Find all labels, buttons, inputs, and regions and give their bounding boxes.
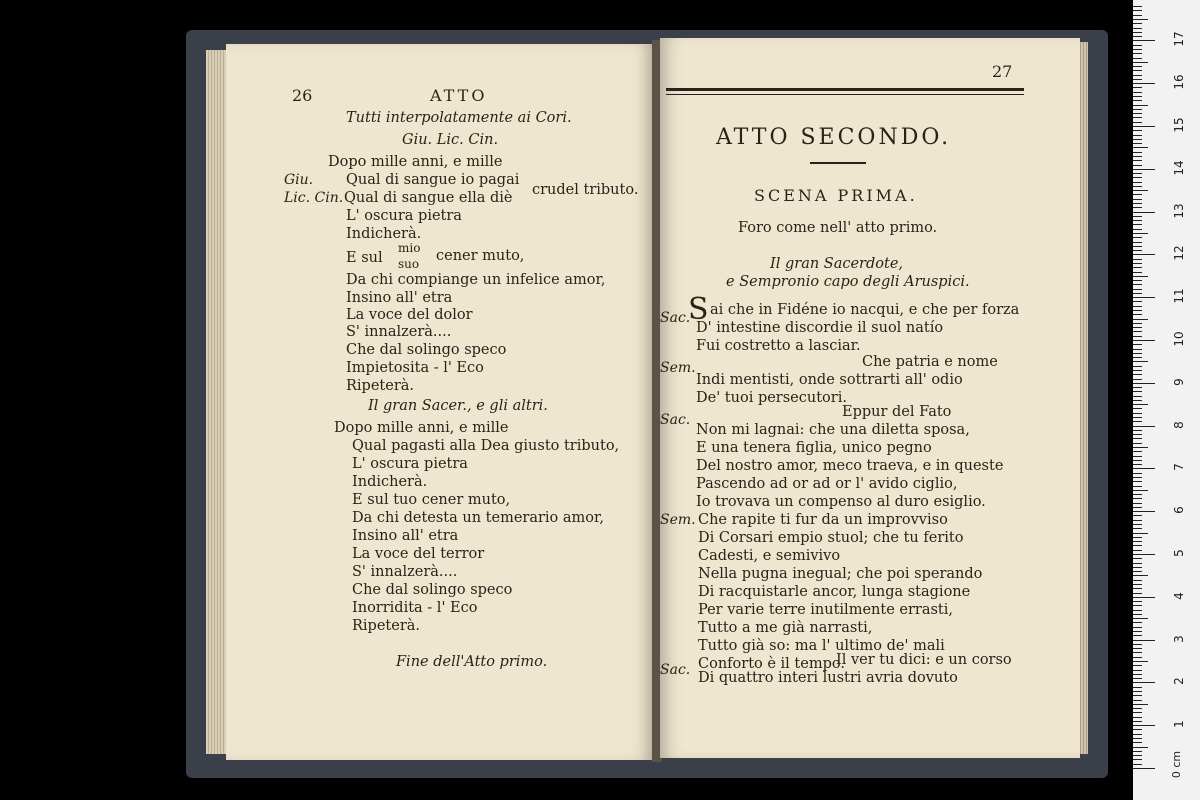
ruler-tick	[1133, 314, 1142, 315]
ruler-tick	[1133, 768, 1155, 769]
rule-thick	[666, 88, 1024, 91]
ruler-tick	[1133, 417, 1142, 418]
verse-line: Ripeterà.	[346, 378, 415, 394]
verse-line: Il ver tu dici: e un corso	[836, 652, 1012, 668]
ruler-tick	[1133, 524, 1142, 525]
ruler-tick	[1133, 113, 1142, 114]
ruler-tick	[1133, 45, 1142, 46]
verse-variant: mio	[398, 241, 421, 255]
ruler-tick	[1133, 738, 1142, 739]
ruler-tick	[1133, 160, 1142, 161]
verse-line: Ripeterà.	[352, 618, 421, 634]
ruler-number: 12	[1172, 245, 1186, 262]
ruler-tick	[1133, 404, 1148, 405]
ruler-tick	[1133, 237, 1142, 238]
verse-line: De' tuoi persecutori.	[696, 390, 847, 406]
ruler-tick	[1133, 126, 1155, 127]
ruler-tick	[1133, 374, 1142, 375]
ruler-tick	[1133, 344, 1142, 345]
verse-line: Fui costretto a lasciar.	[696, 338, 861, 354]
ruler-tick	[1133, 306, 1142, 307]
setting: Foro come nell' atto primo.	[738, 220, 938, 236]
ruler-tick	[1133, 528, 1142, 529]
ruler-tick	[1133, 280, 1142, 281]
verse-line: Di Corsari empio stuol; che tu ferito	[698, 530, 964, 546]
ruler-number: 7	[1172, 463, 1186, 472]
ruler-tick	[1133, 66, 1142, 67]
speaker-label: Sem.	[660, 512, 696, 528]
ruler-tick	[1133, 242, 1142, 243]
ruler-tick	[1133, 734, 1142, 735]
ruler-tick	[1133, 276, 1148, 277]
ruler-tick	[1133, 32, 1142, 33]
verse-line: Io trovava un compenso al duro esiglio.	[696, 494, 986, 510]
ruler-tick	[1133, 486, 1142, 487]
verse-line: Inorridita - l' Eco	[352, 600, 478, 616]
ruler-tick	[1133, 708, 1142, 709]
ruler-tick	[1133, 477, 1142, 478]
ruler-tick	[1133, 640, 1155, 641]
ruler-tick	[1133, 695, 1142, 696]
ruler-tick	[1133, 387, 1142, 388]
ruler-tick	[1133, 182, 1142, 183]
ruler-tick	[1133, 605, 1142, 606]
verse-line: Di quattro interi lustri avria dovuto	[698, 670, 958, 686]
scene-title: SCENA PRIMA.	[754, 186, 918, 205]
drop-cap: S	[688, 292, 709, 327]
ruler-tick	[1133, 135, 1142, 136]
page-number: 26	[292, 86, 313, 105]
ruler-tick	[1133, 610, 1142, 611]
ruler-tick	[1133, 267, 1142, 268]
ruler-tick	[1133, 670, 1142, 671]
ruler-tick	[1133, 190, 1148, 191]
title-divider	[810, 162, 866, 164]
ruler-tick	[1133, 177, 1142, 178]
act-title: ATTO SECONDO.	[716, 125, 952, 150]
ruler-tick	[1133, 618, 1148, 619]
ruler-tick	[1133, 220, 1142, 221]
verse-line: La voce del terror	[352, 546, 485, 562]
ruler-tick	[1133, 28, 1142, 29]
ruler-tick	[1133, 23, 1142, 24]
ruler-tick	[1133, 541, 1142, 542]
ruler-tick	[1133, 575, 1148, 576]
verse-line: Indicherà.	[346, 226, 422, 242]
ruler-tick	[1133, 571, 1142, 572]
speaker-label: Sem.	[660, 360, 696, 376]
ruler-tick	[1133, 327, 1142, 328]
ruler-tick	[1133, 622, 1142, 623]
verse-line: Insino all' etra	[346, 290, 453, 306]
ruler-tick	[1133, 366, 1142, 367]
ruler-tick	[1133, 468, 1155, 469]
ruler-tick	[1133, 498, 1142, 499]
ruler-tick	[1133, 70, 1142, 71]
ruler-tick	[1133, 631, 1142, 632]
verse-line: Indicherà.	[352, 474, 428, 490]
ruler-tick	[1133, 421, 1142, 422]
ruler-tick	[1133, 169, 1155, 170]
ruler-tick	[1133, 83, 1155, 84]
verse-line: L' oscura pietra	[352, 456, 468, 472]
verse-line: E sul tuo cener muto,	[352, 492, 511, 508]
ruler-tick	[1133, 194, 1142, 195]
verse-line: Qual di sangue io pagai	[346, 172, 520, 188]
ruler-number: 11	[1172, 288, 1186, 304]
ruler-tick	[1133, 563, 1142, 564]
verse-line: Qual di sangue ella diè	[344, 190, 513, 206]
verse-line: L' oscura pietra	[346, 208, 462, 224]
ruler-tick	[1133, 53, 1142, 54]
verse-line: E sul	[346, 250, 383, 266]
ruler-tick	[1133, 751, 1142, 752]
ruler-number: 8	[1172, 420, 1186, 429]
ruler-tick	[1133, 464, 1142, 465]
ruler-tick	[1133, 229, 1142, 230]
ruler-tick	[1133, 687, 1142, 688]
verse-line: Per varie terre inutilmente errasti,	[698, 602, 953, 618]
ruler-tick	[1133, 657, 1142, 658]
ruler-tick	[1133, 434, 1142, 435]
ruler-number: 15	[1172, 117, 1186, 133]
ruler-tick	[1133, 503, 1142, 504]
ruler-tick	[1133, 263, 1142, 264]
ruler-tick	[1133, 310, 1142, 311]
characters: e Sempronio capo degli Aruspici.	[726, 274, 970, 290]
ruler-tick	[1133, 224, 1142, 225]
ruler-number: 2	[1172, 677, 1186, 686]
ruler-tick	[1133, 62, 1148, 63]
ruler-tick	[1133, 729, 1142, 730]
verse-line: Tutto a me già narrasti,	[698, 620, 873, 636]
verse-line: S' innalzerà....	[346, 324, 452, 340]
ruler-tick	[1133, 597, 1155, 598]
ruler-tick	[1133, 109, 1142, 110]
ruler-tick	[1133, 207, 1142, 208]
ruler-tick	[1133, 396, 1142, 397]
page-number: 27	[992, 62, 1013, 81]
ruler-tick	[1133, 511, 1155, 512]
ruler-tick	[1133, 438, 1142, 439]
verse-line: Che dal solingo speco	[346, 342, 507, 358]
page-header: ATTO	[430, 86, 488, 105]
verse-line: ai che in Fidéne io nacqui, e che per forza	[710, 302, 1020, 318]
ruler-tick	[1133, 6, 1142, 7]
ruler-tick	[1133, 96, 1142, 97]
ruler-tick	[1133, 648, 1142, 649]
ruler-tick	[1133, 349, 1142, 350]
page-edges-left	[206, 50, 228, 754]
ruler-tick	[1133, 143, 1142, 144]
ruler-tick	[1133, 580, 1142, 581]
speaker-label: Sac.	[660, 662, 691, 678]
verse-variant: suo	[398, 257, 420, 271]
verse-line: Da chi detesta un temerario amor,	[352, 510, 604, 526]
verse-line: Che rapite ti fur da un improvviso	[698, 512, 948, 528]
ruler-number: 13	[1172, 202, 1186, 219]
ruler-tick	[1133, 293, 1142, 294]
ruler-number: 6	[1172, 506, 1186, 515]
ruler-tick	[1133, 545, 1142, 546]
ruler-tick	[1133, 700, 1142, 701]
ruler-tick	[1133, 460, 1142, 461]
verse-line: S' innalzerà....	[352, 564, 458, 580]
ruler-tick	[1133, 764, 1142, 765]
ruler-tick	[1133, 725, 1155, 726]
verse-line: Cadesti, e semivivo	[698, 548, 841, 564]
ruler-tick	[1133, 721, 1142, 722]
ruler-tick	[1133, 250, 1142, 251]
ruler-tick	[1133, 400, 1142, 401]
ruler-tick	[1133, 584, 1142, 585]
ruler-number: 4	[1172, 591, 1186, 600]
verse-line: Conforto è il tempo.	[698, 656, 845, 672]
ruler-tick	[1133, 284, 1142, 285]
ruler-tick	[1133, 661, 1148, 662]
ruler-tick	[1133, 357, 1142, 358]
ruler-tick	[1133, 19, 1148, 20]
ruler-number: 1	[1172, 720, 1186, 729]
ruler-tick	[1133, 755, 1142, 756]
ruler-tick	[1133, 558, 1142, 559]
ruler-tick	[1133, 614, 1142, 615]
speakers: Giu. Lic. Cin.	[402, 132, 499, 148]
ruler-tick	[1133, 635, 1142, 636]
ruler-tick	[1133, 340, 1155, 341]
ruler-tick	[1133, 588, 1142, 589]
verse-line: E una tenera figlia, unico pegno	[696, 440, 932, 456]
ruler-number: 9	[1172, 377, 1186, 386]
ruler-tick	[1133, 682, 1155, 683]
ruler-tick	[1133, 233, 1148, 234]
ruler-tick	[1133, 490, 1148, 491]
speaker-label: Lic. Cin.	[284, 190, 344, 206]
ruler-tick	[1133, 10, 1142, 11]
verse-line: Insino all' etra	[352, 528, 459, 544]
verse-line: Di racquistarle ancor, lunga stagione	[698, 584, 971, 600]
ruler-tick	[1133, 515, 1142, 516]
ruler-tick	[1133, 644, 1142, 645]
verse-line: Qual pagasti alla Dea giusto tributo,	[352, 438, 620, 454]
ruler-tick	[1133, 567, 1142, 568]
ruler-tick	[1133, 408, 1142, 409]
ruler-tick	[1133, 353, 1142, 354]
ruler-tick	[1133, 259, 1142, 260]
ruler-tick	[1133, 117, 1142, 118]
left-page	[226, 44, 654, 760]
ruler-tick	[1133, 554, 1155, 555]
ruler-tick	[1133, 301, 1142, 302]
speaker-label: Sac.	[660, 310, 691, 326]
verse-line: Non mi lagnai: che una diletta sposa,	[696, 422, 970, 438]
ruler-number: 14	[1172, 160, 1186, 176]
ruler-tick	[1133, 473, 1142, 474]
ruler-unit: 0 cm	[1170, 750, 1184, 779]
verse-line: crudel tributo.	[532, 182, 639, 198]
ruler-tick	[1133, 494, 1142, 495]
ruler-tick	[1133, 75, 1142, 76]
ruler-tick	[1133, 507, 1142, 508]
verse-line: Da chi compiange un infelice amor,	[346, 272, 606, 288]
ruler-tick	[1133, 289, 1142, 290]
verse-line: Che dal solingo speco	[352, 582, 513, 598]
ruler-tick	[1133, 40, 1155, 41]
verse-line: cener muto,	[436, 248, 525, 264]
ruler-number: 16	[1172, 74, 1186, 90]
ruler-tick	[1133, 747, 1148, 748]
stage-direction: Il gran Sacer., e gli altri.	[368, 398, 548, 414]
ruler-tick	[1133, 147, 1148, 148]
ruler-number: 3	[1172, 634, 1186, 643]
ruler-tick	[1133, 674, 1142, 675]
ruler-tick	[1133, 652, 1142, 653]
ruler-tick	[1133, 15, 1142, 16]
ruler-number: 10	[1172, 331, 1186, 347]
verse-line: La voce del dolor	[346, 307, 473, 323]
ruler-tick	[1133, 678, 1142, 679]
verse-line: Del nostro amor, meco traeva, e in queste	[696, 458, 1004, 474]
ruler-tick	[1133, 704, 1148, 705]
right-page	[660, 38, 1080, 758]
ruler-tick	[1133, 379, 1142, 380]
verse-line: Dopo mille anni, e mille	[328, 154, 503, 170]
verse-line: Che patria e nome	[862, 354, 998, 370]
rule-thin	[666, 94, 1024, 95]
verse-line: Impietosita - l' Eco	[346, 360, 484, 376]
ruler-tick	[1133, 601, 1142, 602]
ruler-tick	[1133, 100, 1142, 101]
ruler-tick	[1133, 186, 1142, 187]
ruler-tick	[1133, 691, 1142, 692]
verse-line: Eppur del Fato	[842, 404, 952, 420]
ruler-tick	[1133, 391, 1142, 392]
ruler-tick	[1133, 550, 1142, 551]
ruler-tick	[1133, 165, 1142, 166]
ruler-tick	[1133, 49, 1142, 50]
ruler-number: 5	[1172, 549, 1186, 557]
verse-line: Dopo mille anni, e mille	[334, 420, 509, 436]
ruler-tick	[1133, 331, 1142, 332]
ruler-tick	[1133, 130, 1142, 131]
speaker-label: Sac.	[660, 412, 691, 428]
ruler-tick	[1133, 520, 1142, 521]
ruler-tick	[1133, 481, 1142, 482]
ruler-tick	[1133, 297, 1155, 298]
verse-line: Nella pugna inegual; che poi sperando	[698, 566, 983, 582]
ruler-tick	[1133, 152, 1142, 153]
verse-line: Indi mentisti, onde sottrarti all' odio	[696, 372, 963, 388]
ruler-tick	[1133, 173, 1142, 174]
ruler-tick	[1133, 456, 1142, 457]
ruler-tick	[1133, 712, 1142, 713]
ruler-tick	[1133, 246, 1142, 247]
ruler-tick	[1133, 665, 1142, 666]
ruler-tick	[1133, 742, 1142, 743]
ruler-tick	[1133, 216, 1142, 217]
ruler-tick	[1133, 451, 1142, 452]
ruler-tick	[1133, 36, 1142, 37]
ruler-tick	[1133, 105, 1148, 106]
ruler-tick	[1133, 533, 1148, 534]
ruler-tick	[1133, 156, 1142, 157]
ruler-tick	[1133, 447, 1148, 448]
verse-line: Tutto già so: ma l' ultimo de' mali	[698, 638, 945, 654]
ruler-tick	[1133, 627, 1142, 628]
ruler-tick	[1133, 759, 1142, 760]
ruler-tick	[1133, 92, 1142, 93]
ruler-tick	[1133, 203, 1142, 204]
ruler-tick	[1133, 199, 1142, 200]
stage-direction: Tutti interpolatamente ai Cori.	[346, 110, 572, 126]
ruler-tick	[1133, 336, 1142, 337]
ruler-number: 17	[1172, 31, 1186, 48]
ruler-tick	[1133, 413, 1142, 414]
ruler-tick	[1133, 58, 1142, 59]
ruler-tick	[1133, 319, 1148, 320]
ruler-tick	[1133, 254, 1155, 255]
ruler-tick	[1133, 87, 1142, 88]
measurement-ruler	[1133, 0, 1200, 800]
speaker-label: Giu.	[284, 172, 314, 188]
ruler-tick	[1133, 430, 1142, 431]
ruler-tick	[1133, 593, 1142, 594]
ruler-tick	[1133, 361, 1148, 362]
ruler-tick	[1133, 537, 1142, 538]
ruler-tick	[1133, 272, 1142, 273]
ruler-tick	[1133, 212, 1155, 213]
ruler-tick	[1133, 426, 1155, 427]
verse-line: D' intestine discordie il suol natío	[696, 320, 944, 336]
ruler-tick	[1133, 443, 1142, 444]
verse-line: Pascendo ad or ad or l' avido ciglio,	[696, 476, 958, 492]
characters: Il gran Sacerdote,	[770, 256, 904, 272]
ruler-tick	[1133, 383, 1155, 384]
ruler-tick	[1133, 122, 1142, 123]
ruler-tick	[1133, 79, 1142, 80]
ruler-tick	[1133, 370, 1142, 371]
ruler-tick	[1133, 139, 1142, 140]
ruler-tick	[1133, 717, 1142, 718]
ruler-tick	[1133, 323, 1142, 324]
act-footer: Fine dell'Atto primo.	[396, 654, 548, 670]
